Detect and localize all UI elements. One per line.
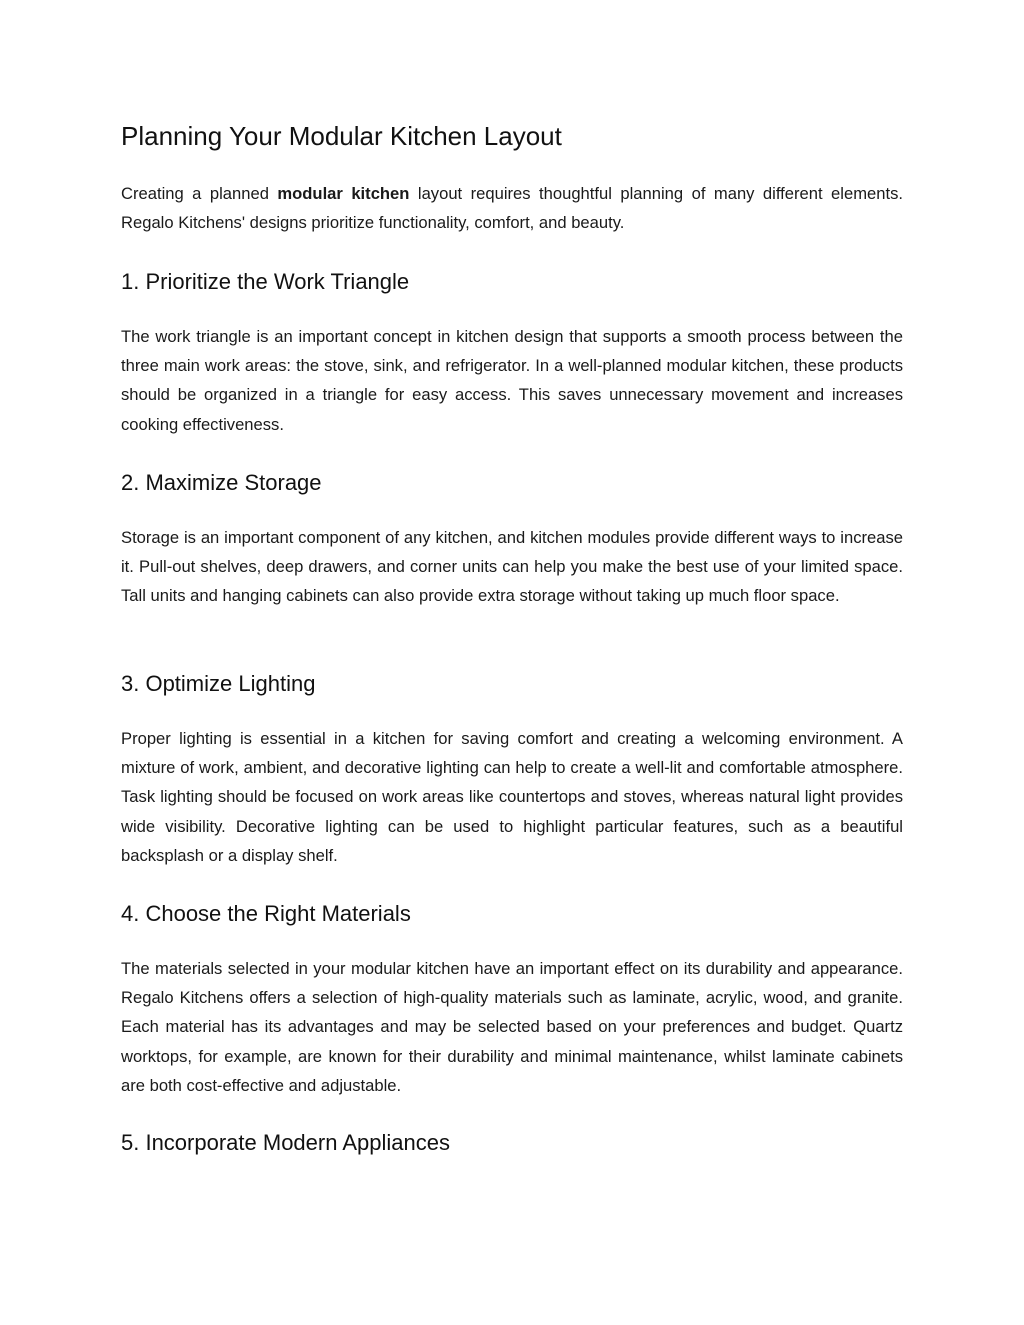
section-heading-materials: 4. Choose the Right Materials (121, 901, 411, 926)
intro-paragraph (121, 179, 903, 237)
section-body-work-triangle: The work triangle is an important concept in kitchen design that supports a smooth process between the three main work areas: the stove, sink, and refrigerator. In a well-planned modular kitchen, these products should be organized in a triangle for easy access. This saves unnecessary movement and increases cooking effectiveness. (121, 327, 903, 434)
intro-text-after: layout requires thoughtful planning of many different elements. Regalo Kitchens' designs prioritize functionality, comfort, and beauty. (121, 184, 903, 233)
section-heading-storage: 2. Maximize Storage (121, 470, 322, 495)
section-heading-work-triangle: 1. Prioritize the Work Triangle (121, 269, 410, 294)
section-body-storage: Storage is an important component of any kitchen, and kitchen modules provide different ways to increase it. Pull-out shelves, deep drawers, and corner units can help you make the best use of your limited space. Tall units and hanging cabinets can also provide extra storage without taking up much floor space. (121, 528, 903, 606)
intro-bold-keyword: modular kitchen (277, 184, 410, 203)
section-body-materials: The materials selected in your modular kitchen have an important effect on its durability and appearance. Regalo Kitchens offers a selection of high-quality materials such as laminate, acrylic, wood, and granite. Each material has its advantages and may be selected based on your preferences and budget. Quartz worktops, for example, are known for their durability and minimal maintenance, whilst laminate cabinets are both cost-effective and adjustable. (121, 959, 903, 1095)
intro-text-before: Creating a planned (121, 184, 278, 203)
section-heading-lighting: 3. Optimize Lighting (121, 671, 316, 696)
section-body-lighting: Proper lighting is essential in a kitchen for saving comfort and creating a welcoming environment. A mixture of work, ambient, and decorative lighting can help to create a well-lit and comfortable atmosphere. Task lighting should be focused on work areas like countertops and stoves, whereas natural light provides wide visibility. Decorative lighting can be used to highlight particular features, such as a beautiful backsplash or a display shelf. (121, 729, 903, 865)
document-title: Planning Your Modular Kitchen Layout (121, 121, 562, 151)
section-heading-appliances: 5. Incorporate Modern Appliances (121, 1130, 450, 1155)
